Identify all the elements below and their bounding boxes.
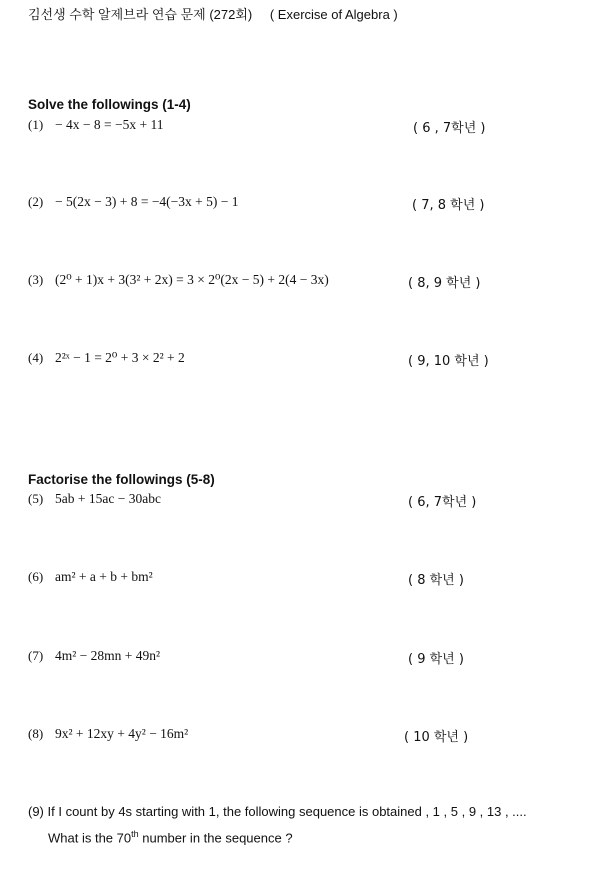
problem-number: (6) bbox=[28, 569, 44, 584]
problem-number: (2) bbox=[28, 194, 44, 209]
grade-label: ( 8 학년 ) bbox=[408, 573, 464, 588]
problem-9-question-end: number in the sequence ? bbox=[138, 830, 293, 846]
grade-label: ( 6, 7학년 ) bbox=[408, 495, 477, 510]
problem-expression: 5ab + 15ac − 30abc bbox=[55, 491, 161, 506]
problem-2 bbox=[28, 194, 588, 214]
problem-9 bbox=[28, 800, 527, 849]
grade-label: ( 7, 8 학년 ) bbox=[412, 198, 485, 213]
problem-expression: (2⁰ + 1)x + 3(3² + 2x) = 3 × 2⁰(2x − 5) + 2(4 − 3x) bbox=[55, 272, 329, 287]
problem-4 bbox=[28, 350, 588, 370]
problem-3 bbox=[28, 272, 588, 292]
problem-6 bbox=[28, 569, 588, 589]
grade-label: ( 9 학년 ) bbox=[408, 652, 464, 667]
problem-number: (7) bbox=[28, 648, 44, 663]
problem-expression: 4m² − 28mn + 49n² bbox=[55, 648, 161, 663]
problem-5 bbox=[28, 491, 588, 511]
problem-expression: − 4x − 8 = −5x + 11 bbox=[55, 117, 164, 132]
problem-9-line-2 bbox=[28, 823, 527, 849]
problem-9-line-1 bbox=[28, 800, 527, 823]
problem-8 bbox=[28, 726, 588, 746]
worksheet-title bbox=[28, 4, 398, 23]
title-text: 김선생 수학 알제브라 연습 문제 (272회) bbox=[28, 7, 253, 22]
problem-7 bbox=[28, 648, 588, 668]
problem-1 bbox=[28, 117, 588, 137]
ordinal-suffix: th bbox=[131, 829, 139, 839]
problem-number: (9) bbox=[28, 804, 44, 819]
section-title-factorise: Factorise the followings (5-8) bbox=[28, 472, 215, 487]
problem-9-text: If I count by 4s starting with 1, the following sequence is obtained , 1 , 5 , 9 , 13 , .... bbox=[47, 804, 527, 819]
problem-number: (4) bbox=[28, 350, 44, 365]
problem-number: (1) bbox=[28, 117, 44, 132]
grade-label: ( 8, 9 학년 ) bbox=[408, 276, 481, 291]
problem-number: (8) bbox=[28, 726, 44, 741]
problem-expression: am² + a + b + bm² bbox=[55, 569, 153, 584]
problem-9-question-start: What is the 70 bbox=[48, 830, 132, 846]
problem-number: (3) bbox=[28, 272, 44, 287]
grade-label: ( 6 , 7학년 ) bbox=[413, 121, 486, 136]
title-subtitle: ( Exercise of Algebra ) bbox=[269, 7, 398, 22]
problem-expression: 2²ˣ − 1 = 2⁰ + 3 × 2² + 2 bbox=[55, 350, 185, 365]
problem-expression: − 5(2x − 3) + 8 = −4(−3x + 5) − 1 bbox=[55, 194, 239, 209]
section-title-solve: Solve the followings (1-4) bbox=[28, 97, 191, 112]
problem-expression: 9x² + 12xy + 4y² − 16m² bbox=[55, 726, 189, 741]
problem-number: (5) bbox=[28, 491, 44, 506]
grade-label: ( 10 학년 ) bbox=[404, 730, 469, 745]
grade-label: ( 9, 10 학년 ) bbox=[408, 354, 489, 369]
